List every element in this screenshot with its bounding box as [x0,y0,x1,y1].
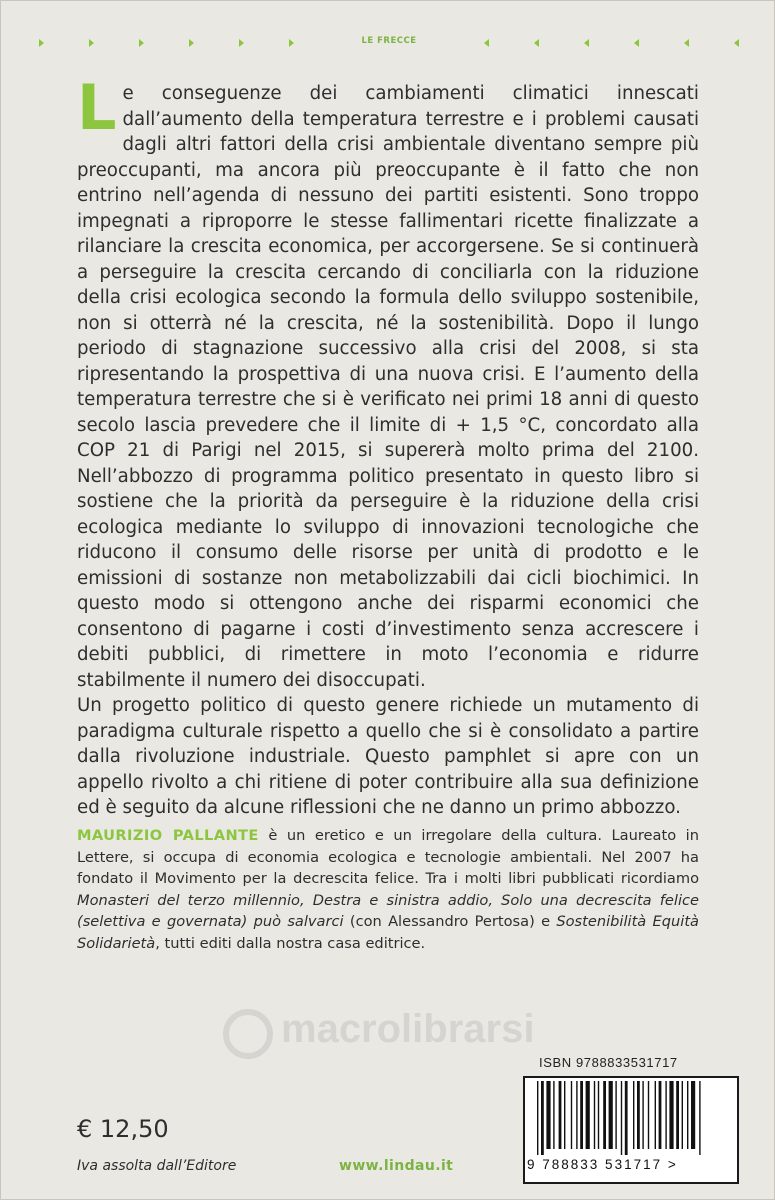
arrow-right-icon [89,39,94,47]
barcode-bar [648,1081,649,1149]
barcode-bar [603,1081,606,1149]
vat-note: Iva assolta dall’Editore [77,1158,237,1174]
barcode-bar [625,1081,628,1155]
barcode-bar [564,1081,565,1149]
series-header [39,34,739,54]
barcode-bar [691,1081,695,1149]
barcode-bar [541,1081,544,1155]
arrow-right-icon [239,39,244,47]
barcode-bar [687,1081,688,1149]
arrow-left-icon [634,39,639,47]
barcode-digits: 9 788833 531717 > [527,1157,678,1172]
barcode-bar [655,1081,656,1149]
barcode-bar [682,1081,683,1149]
arrow-right-icon [39,39,44,47]
barcode-bar [659,1081,662,1149]
arrow-right-icon [189,39,194,47]
watermark [223,1001,553,1061]
barcode-bar [594,1081,595,1149]
barcode-bar [676,1081,679,1149]
author-bio [77,825,699,954]
barcode-bar [576,1081,577,1149]
author-books-2: Sostenibilità Equità Solidarietà [77,913,699,952]
cover-blurb [77,71,699,821]
barcode-bar [559,1081,562,1149]
barcode-bar [609,1081,613,1149]
barcode-bar [546,1081,550,1149]
barcode-bar [553,1081,554,1149]
arrow-left-icon [584,39,589,47]
barcode-bar [637,1081,640,1149]
author-bio-text-3: , tutti editi dalla nostra casa editrice. [155,934,426,952]
drop-cap: L [77,71,117,144]
author-bio-text-2: (con Alessandro Pertosa) e [343,913,557,930]
arrow-left-icon [734,39,739,47]
barcode-bar [537,1081,538,1155]
series-label: LE FRECCE [361,36,417,46]
arrow-left-icon [484,39,489,47]
author-books-1: Monasteri del terzo millennio, Destra e sinistra addio, Solo una decrescita felice (selettiva e governata) può salvarci [77,891,699,930]
barcode-bar [586,1081,590,1149]
arrow-right-icon [289,39,294,47]
blurb-text-1: e conseguenze dei cambiamenti climatici innescati dall’aumento della temperatura terrestre e i problemi causati dagli altri fattori della crisi ambientale diventano sempre più preoccupanti, ma ancora più preoccupante è il fatto che non entrino nell’agenda di nessuno dei partiti esistenti. Sono troppo impegnati a riproporre le stesse fallimentari ricette finalizzate a rilanciare la crescita economica, per accorgersene. Se si continuerà a perseguire la crescita cercando di conciliarla con la riduzione della crisi ecologica secondo la formula dello sviluppo sostenibile, non si otterrà né la crescita, né la sostenibilità. Dopo il lungo periodo di stagnazione successivo alla crisi del 2008, si sta ripresentando la prospettiva di una nuova crisi. E l’aumento della temperatura terrestre che si è verificato nei primi 18 anni di questo secolo lascia prevedere che il limite di + 1,5 °C, concordato alla COP 21 di Parigi nel 2015, si supererà molto prima del 2100. Nell’abbozzo di programma politico presentato in questo libro si sostiene che la priorità da perseguire è la riduzione della crisi ecologica mediante lo sviluppo di innovazioni tecnologiche che riducono il consumo delle risorse per unità di prodotto e le emissioni di sostanze non metabolizzabili dai cicli biochimici. In questo modo si ottengono anche dei risparmi economici che consentono di pagarne i costi d’investimento senza accrescere i debiti pubblici, di rimettere in moto l’economia e ridurre stabilmente il numero dei disoccupati. [77,83,699,691]
barcode-bar [633,1081,634,1149]
barcode-bar [571,1081,572,1149]
arrow-left-icon [534,39,539,47]
barcode-bar [669,1081,673,1149]
barcode-bar [580,1081,583,1149]
barcode-bar [615,1081,616,1149]
arrow-right-icon [139,39,144,47]
blurb-paragraph-2: Un progetto politico di questo genere richiede un mutamento di paradigma culturale rispetto a quello che si è consolidato a partire dalla rivoluzione industriale. Questo pamphlet si apre con un appello rivolto a chi ritiene di poter contribuire alla sua definizione ed è seguito da alcune riflessioni che ne danno un primo abbozzo. [77,695,699,818]
watermark-text: macrolibrarsi [281,1007,535,1051]
price: € 12,50 [77,1115,169,1143]
watermark-logo-icon [223,1009,273,1059]
barcode-bar [699,1081,700,1155]
barcode-bar [598,1081,599,1149]
barcode-bar [642,1081,643,1149]
author-name: MAURIZIO PALLANTE [77,827,259,844]
isbn-label: ISBN 9788833531717 [539,1055,678,1070]
blurb-paragraph-1 [77,71,699,693]
barcode-bar [665,1081,666,1149]
barcode-bar [621,1081,622,1155]
author-bio-text-1: è un eretico e un irregolare della cultura. Laureato in Lettere, si occupa di economia ecologica e tecnologie ambientali. Nel 2007 ha fondato il Movimento per la decrescita felice. Tra i molti libri pubblicati ricordiamo [77,827,699,887]
website-link[interactable]: www.lindau.it [339,1158,454,1174]
barcode [531,1081,731,1155]
arrow-left-icon [684,39,689,47]
